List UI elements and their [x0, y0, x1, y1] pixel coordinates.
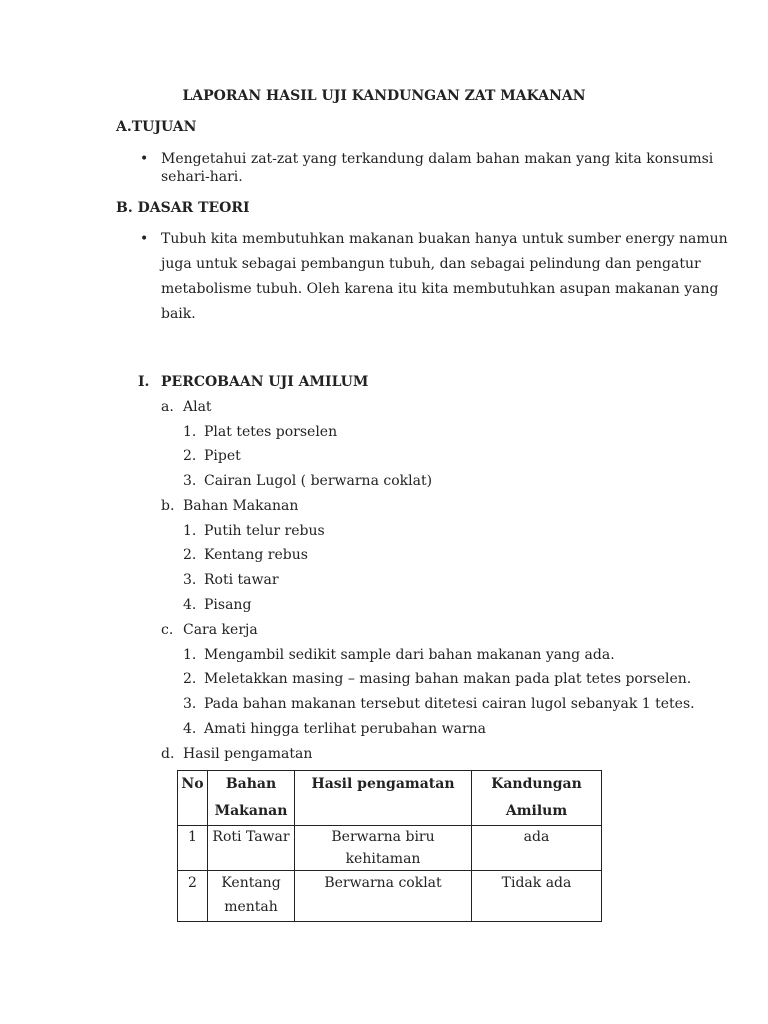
list-marker: b. [161, 498, 175, 514]
cell-bahan [208, 871, 295, 922]
list-number: 2. [183, 448, 197, 464]
cell-bahan-line-1: Kentang [221, 875, 281, 891]
header-no [178, 771, 208, 826]
header-kandungan-line-1: Kandungan [491, 776, 582, 792]
dasar-teori-line-4: baik. [161, 306, 196, 322]
list-item: Putih telur rebus [204, 523, 325, 539]
list-number: 4. [183, 721, 197, 737]
results-table [177, 770, 602, 922]
list-item: Pipet [204, 448, 241, 464]
list-item: Plat tetes porselen [204, 424, 338, 440]
section-heading-tujuan: A.TUJUAN [116, 119, 197, 135]
header-bahan-line-2: Makanan [214, 803, 288, 819]
table-header-row [178, 771, 602, 826]
list-number: 1. [183, 424, 197, 440]
table-row [178, 871, 602, 922]
subsection-cara-kerja: Cara kerja [183, 622, 258, 638]
cell-kandungan: Tidak ada [472, 871, 602, 922]
list-item: Amati hingga terlihat perubahan warna [204, 721, 486, 737]
list-item: Pisang [204, 597, 252, 613]
list-item: Pada bahan makanan tersebut ditetesi cairan lugol sebanyak 1 tetes. [204, 696, 695, 712]
cell-hasil: Berwarna coklat [295, 871, 472, 922]
list-number: 1. [183, 647, 197, 663]
page-title: LAPORAN HASIL UJI KANDUNGAN ZAT MAKANAN [182, 88, 586, 104]
list-item: Roti tawar [204, 572, 279, 588]
list-number: 3. [183, 696, 197, 712]
list-marker: c. [161, 622, 174, 638]
list-number: 1. [183, 523, 197, 539]
tujuan-text-line-1: Mengetahui zat-zat yang terkandung dalam bahan makan yang kita konsumsi [161, 151, 714, 167]
header-kandungan-line-2: Amilum [505, 803, 568, 819]
header-kandungan [472, 771, 602, 826]
cell-bahan: Roti Tawar [208, 826, 295, 871]
list-item: Mengambil sedikit sample dari bahan makanan yang ada. [204, 647, 615, 663]
cell-hasil: Berwarna biru kehitaman [295, 826, 472, 871]
header-no-text: No [181, 776, 204, 792]
dasar-teori-line-3: metabolisme tubuh. Oleh karena itu kita membutuhkan asupan makanan yang [161, 281, 719, 297]
header-hasil-text: Hasil pengamatan [311, 776, 455, 792]
section-heading-percobaan: PERCOBAAN UJI AMILUM [161, 374, 369, 390]
tujuan-text-line-2: sehari-hari. [161, 169, 243, 185]
subsection-hasil: Hasil pengamatan [183, 746, 313, 762]
bullet-icon: • [140, 151, 149, 167]
list-number: 3. [183, 473, 197, 489]
bullet-icon: • [140, 231, 149, 247]
list-item: Cairan Lugol ( berwarna coklat) [204, 473, 433, 489]
dasar-teori-line-1: Tubuh kita membutuhkan makanan buakan hanya untuk sumber energy namun [161, 231, 728, 247]
section-number: I. [138, 374, 150, 390]
list-marker: d. [161, 746, 175, 762]
list-number: 4. [183, 597, 197, 613]
header-bahan-line-1: Bahan [225, 776, 277, 792]
list-number: 2. [183, 671, 197, 687]
list-item: Meletakkan masing – masing bahan makan pada plat tetes porselen. [204, 671, 692, 687]
cell-kandungan: ada [472, 826, 602, 871]
dasar-teori-line-2: juga untuk sebagai pembangun tubuh, dan sebagai pelindung dan pengatur [161, 256, 701, 272]
section-heading-dasar-teori: B. DASAR TEORI [116, 200, 250, 216]
list-item: Kentang rebus [204, 547, 308, 563]
cell-no: 2 [178, 871, 208, 922]
header-hasil [295, 771, 472, 826]
list-marker: a. [161, 399, 174, 415]
header-bahan [208, 771, 295, 826]
subsection-bahan: Bahan Makanan [183, 498, 299, 514]
list-number: 3. [183, 572, 197, 588]
list-number: 2. [183, 547, 197, 563]
table-row [178, 826, 602, 871]
subsection-alat: Alat [183, 399, 212, 415]
cell-bahan-line-2: mentah [224, 899, 278, 915]
cell-no: 1 [178, 826, 208, 871]
